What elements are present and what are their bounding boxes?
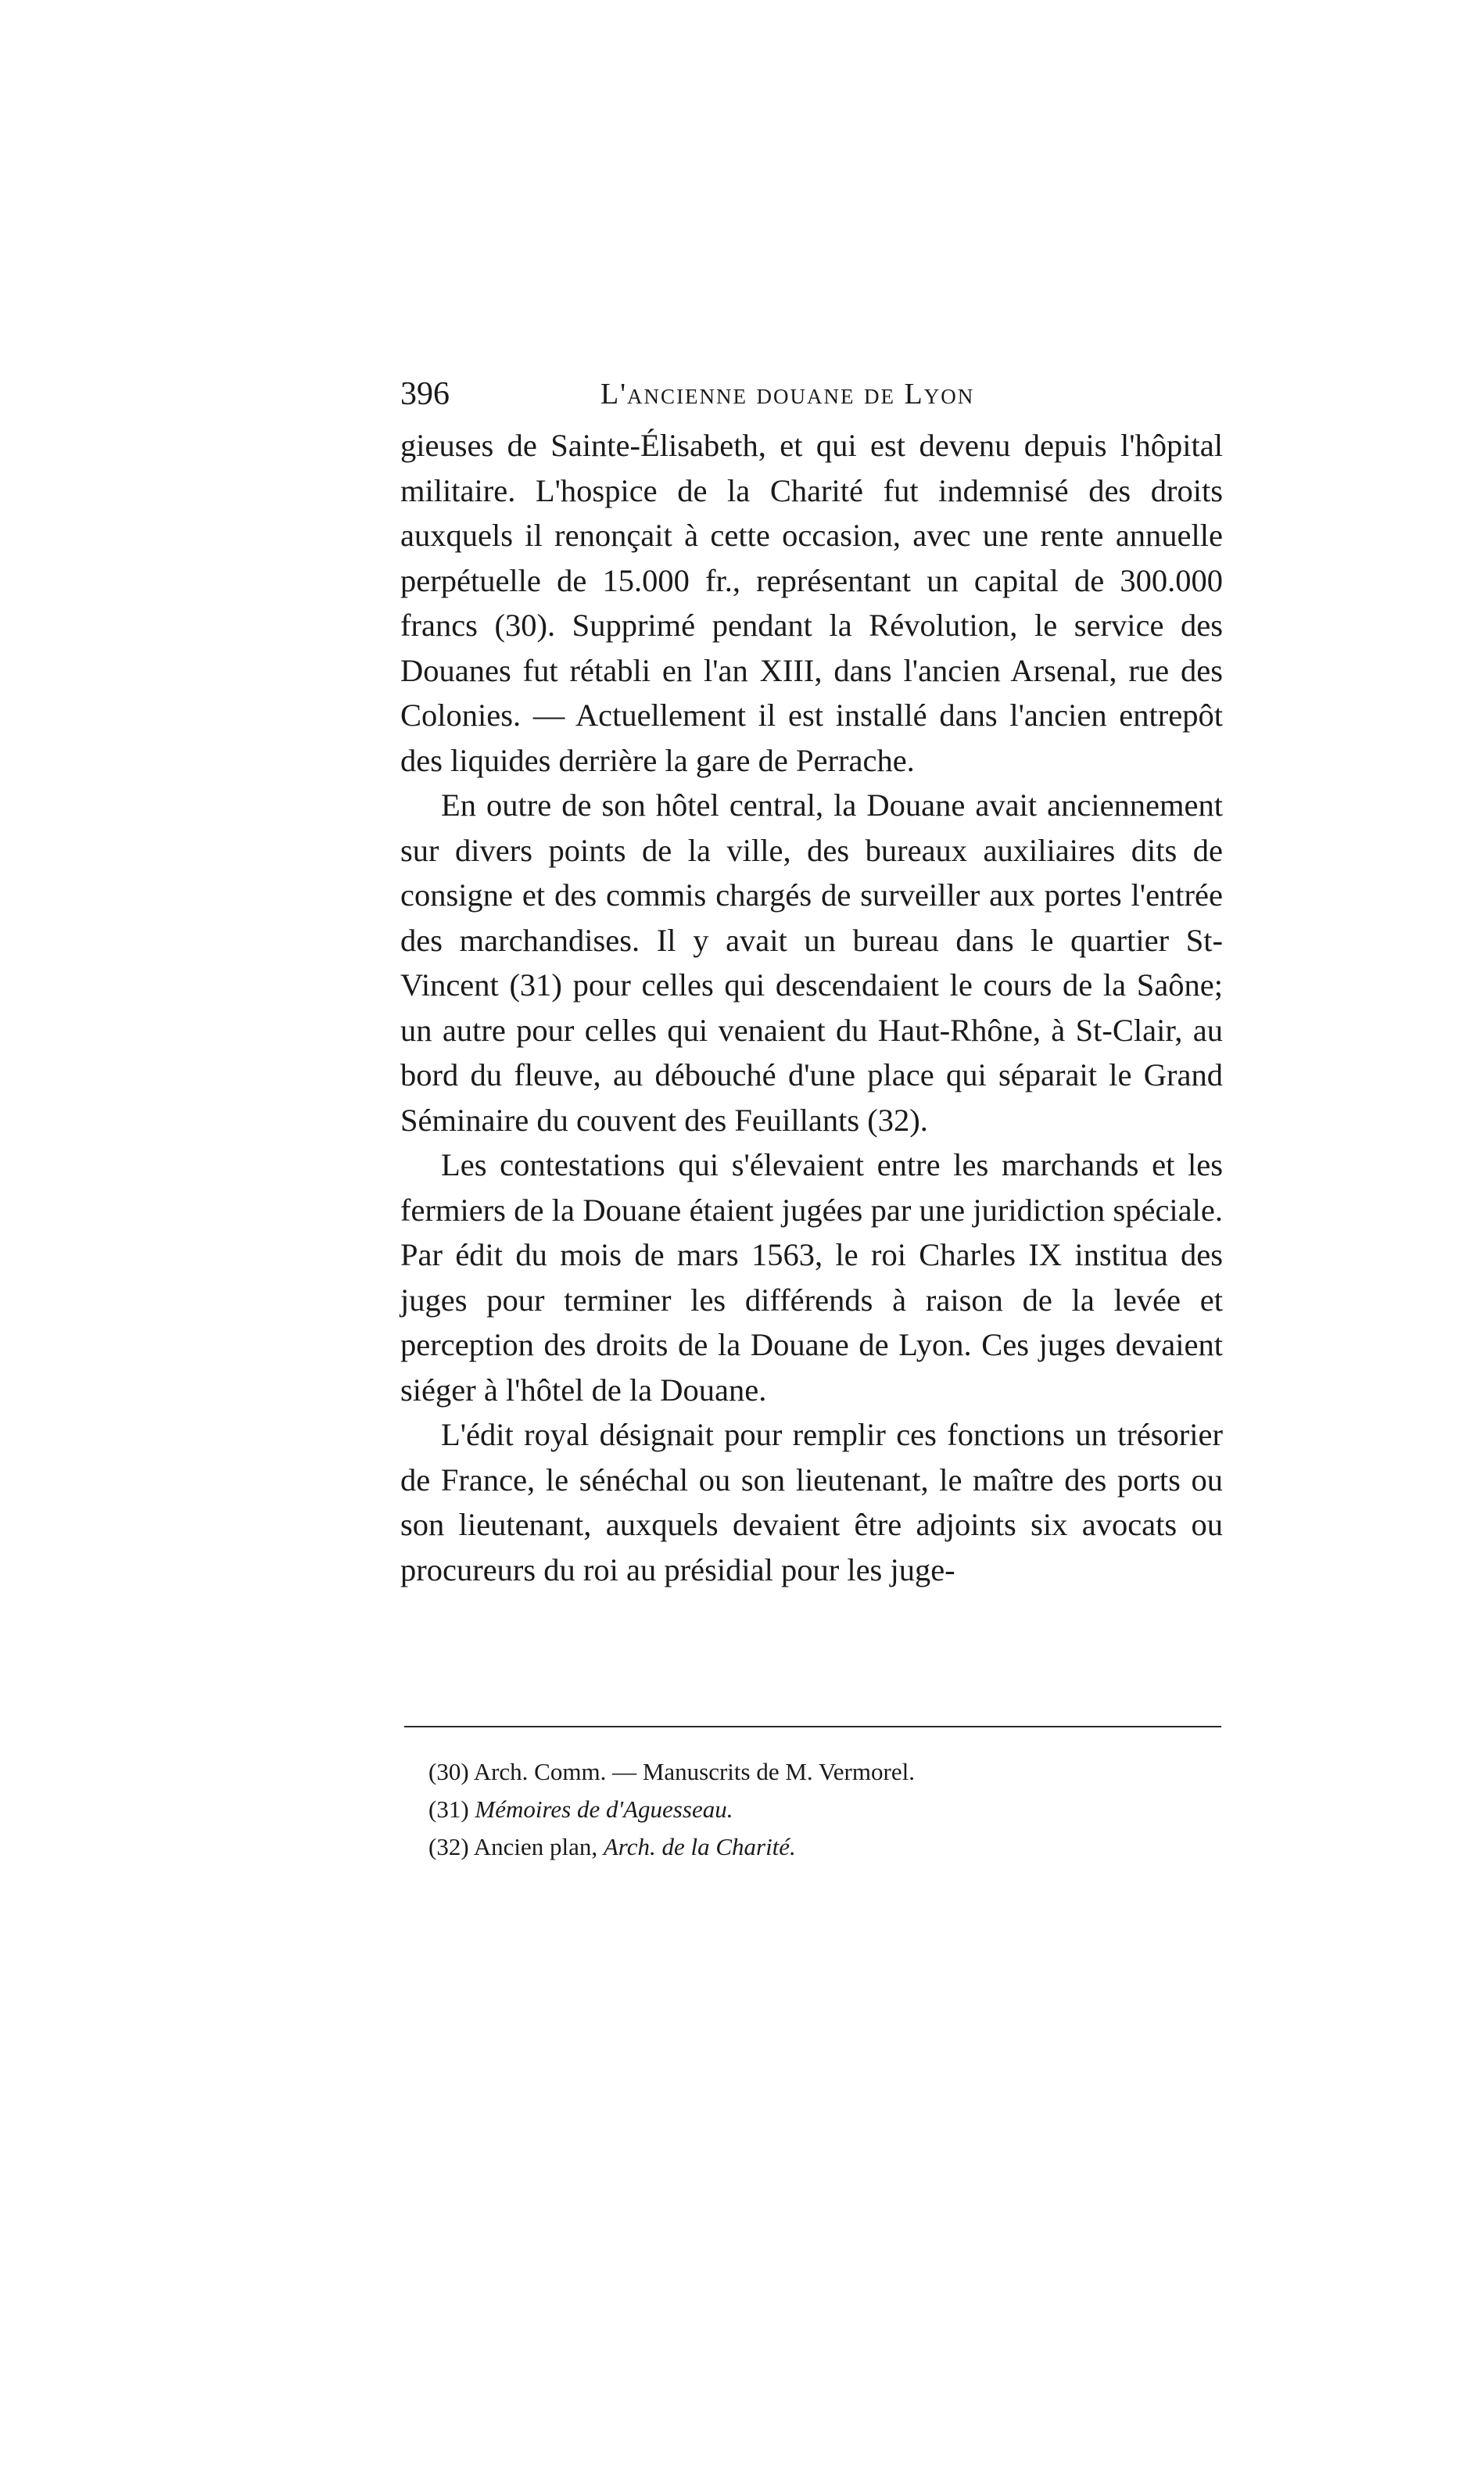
footnote-number: (30) — [428, 1758, 469, 1785]
footnote-number: (32) — [428, 1833, 469, 1860]
footnote-divider — [404, 1726, 1221, 1727]
paragraph: En outre de son hôtel central, la Douane avait anciennement sur divers points de la ville, des bureaux auxiliaires dits de consigne et des commis chargés de surveiller aux portes l'entrée des marchandises. Il y avait un bureau dans le quartier St-Vincent (31) pour celles qui descendaient le cours de la Saône; un autre pour celles qui venaient du Haut-Rhône, à St-Clair, au bord du fleuve, au débouché d'une place qui séparait le Grand Séminaire du couvent des Feuillants (32). — [400, 787, 1223, 1138]
footnote-number: (31) — [428, 1795, 469, 1823]
paragraph: gieuses de Sainte-Élisabeth, et qui est devenu depuis l'hôpital militaire. L'hospice de la Charité fut indemnisé des droits auxquels il renonçait à cette occasion, avec une rente annuelle perpétuelle de 15.000 fr., représentant un capital de 300.000 francs (30). Supprimé pendant la Révolution, le service des Douanes fut rétabli en l'an XIII, dans l'ancien Arsenal, rue des Colonies. — Actuellement il est installé dans l'ancien entrepôt des liquides derrière la gare de Perrache. — [400, 428, 1223, 778]
footnote-31 — [428, 1791, 1210, 1828]
paragraph: Les contestations qui s'élevaient entre les marchands et les fermiers de la Douane étaient jugées par une juridiction spéciale. Par édit du mois de mars 1563, le roi Charles IX institua des juges pour terminer les différends à raison de la levée et perception des droits de la Douane de Lyon. Ces juges devaient siéger à l'hôtel de la Douane. — [400, 1147, 1223, 1408]
body-text — [400, 423, 1223, 1592]
running-head — [400, 371, 1221, 418]
footnote-30 — [428, 1753, 1210, 1791]
footnote-text: Arch. Comm. — Manuscrits de M. Vermorel. — [473, 1758, 915, 1785]
footnote-32 — [428, 1828, 1210, 1866]
paragraph: L'édit royal désignait pour remplir ces fonctions un trésorier de France, le sénéchal ou son lieutenant, le maître des ports ou son lieutenant, auxquels devaient être adjoints six avocats ou procureurs du roi au présidial pour les juge- — [400, 1417, 1223, 1587]
running-title: L'ancienne douane de Lyon — [600, 378, 975, 411]
footnote-italic-text: Arch. de la Charité. — [603, 1833, 796, 1860]
page-number: 396 — [400, 376, 450, 412]
footnote-italic-text: Mémoires de d'Aguesseau. — [475, 1795, 733, 1823]
footnote-text: Ancien plan, — [473, 1833, 598, 1860]
footnotes — [428, 1753, 1210, 1866]
